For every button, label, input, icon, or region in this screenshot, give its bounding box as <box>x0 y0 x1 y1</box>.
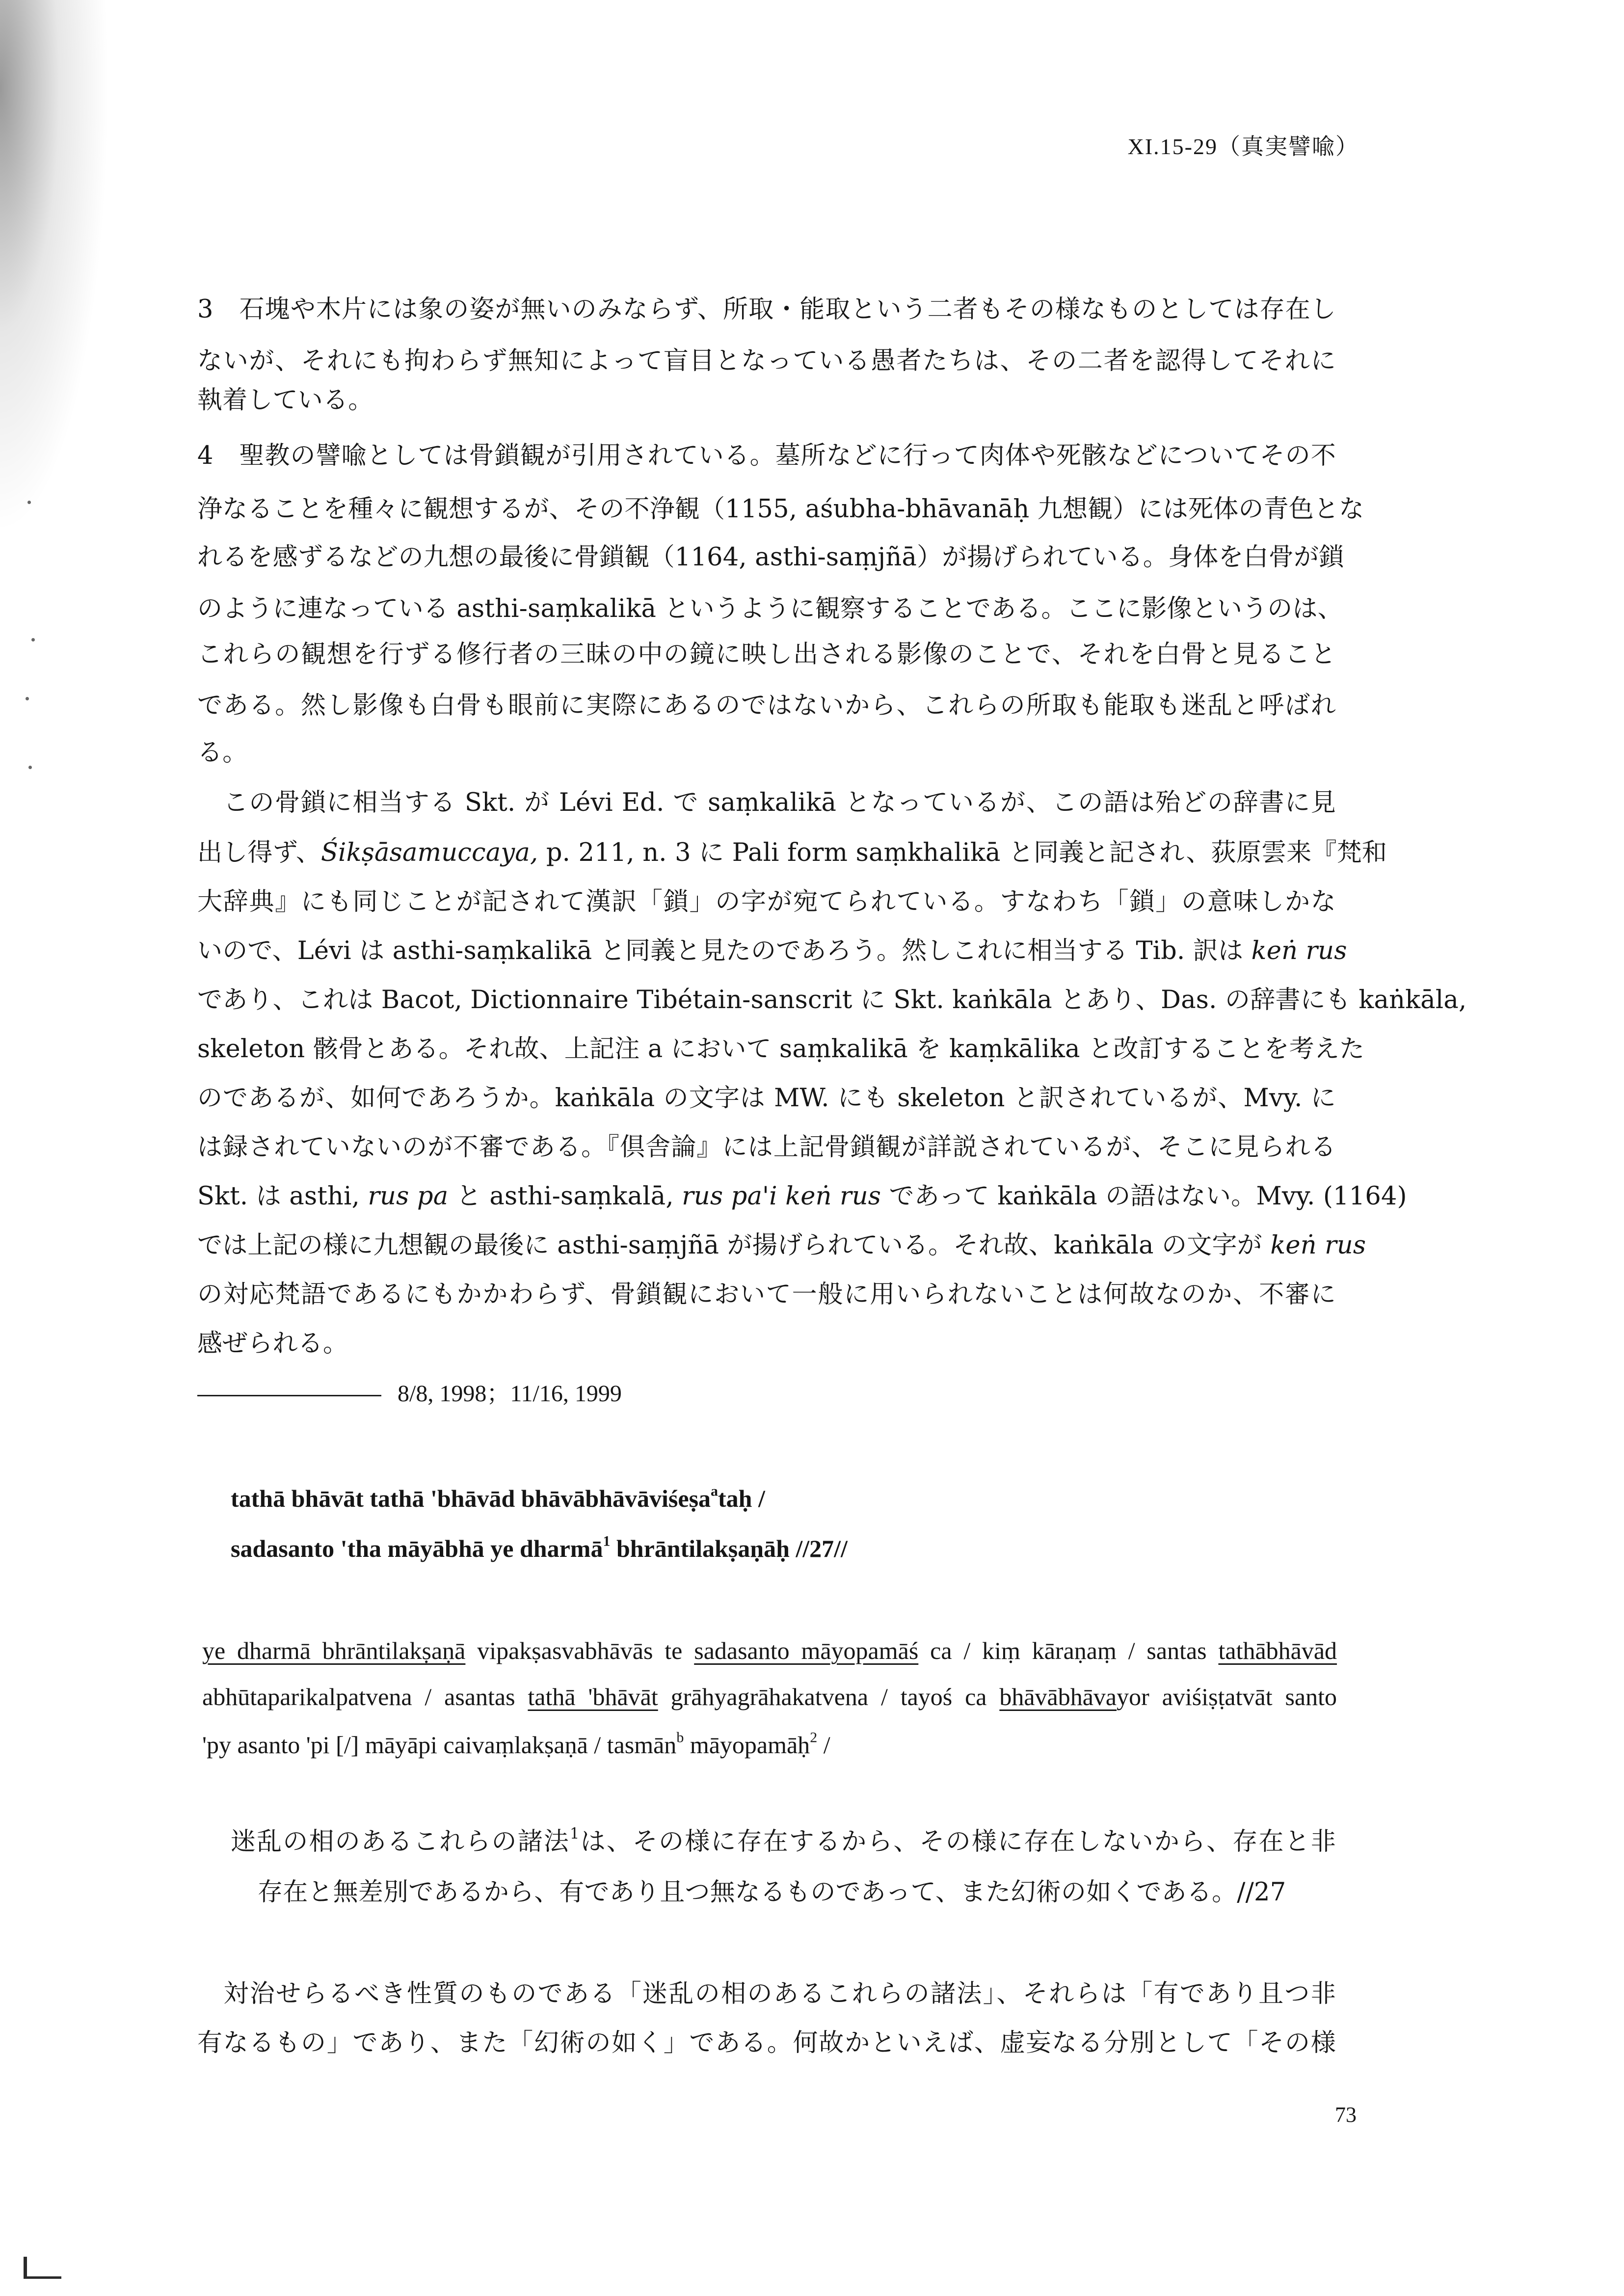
note-paragraph-line: 感ぜられる。 <box>197 1329 348 1358</box>
running-header: XI.15-29（真実譬喩） <box>1127 134 1359 159</box>
scan-speck <box>26 697 29 700</box>
scan-corner-mark <box>24 2257 61 2279</box>
underlined-term: tathā 'bhāvāt <box>528 1683 658 1710</box>
text-run: bhrāntilakṣaṇāḥ //27// <box>610 1535 848 1562</box>
note-paragraph-line: は録されていないのが不審である。『倶舎論』には上記骨鎖観が詳説されているが、そこに見られる <box>197 1133 1336 1162</box>
text-run: p. 211, n. 3 に Pali form saṃkhalikā と同義と記され、荻原雲来『梵和 <box>538 838 1387 867</box>
text-run: と asthi-saṃkalā, <box>448 1182 682 1211</box>
text-run: yor aviśiṣṭatvāt santo <box>1117 1683 1337 1710</box>
footnote-marker: 1 <box>603 1533 611 1549</box>
footnote-marker: b <box>676 1729 684 1746</box>
note-4-line: のように連なっている asthi-saṃkalikā というように観察することである。ここに影像というのは、 <box>197 594 1343 623</box>
italic-title: Śikṣāsamuccaya, <box>320 838 538 867</box>
note-paragraph-line: であり、これは Bacot, Dictionnaire Tibétain-sanscrit に Skt. kaṅkāla とあり、Das. の辞書にも kaṅkāla, <box>197 986 1467 1015</box>
text-run: 出し得ず、 <box>197 838 321 867</box>
note-paragraph-line: skeleton 骸骨とある。それ故、上記注 a において saṃkalikā を kaṃkālika と改訂することを考えた <box>197 1035 1365 1064</box>
scan-speck <box>28 766 32 769</box>
explanation-line: 有なるもの」であり、また「幻術の如く」である。何故かといえば、虚妄なる分別として「その様 <box>197 2029 1336 2057</box>
italic-tibetan: rus pa <box>368 1182 449 1211</box>
note-paragraph-line: 大辞典』にも同じことが記されて漢訳「鎖」の字が宛てられている。すなわち「鎖」の意味しかな <box>197 887 1336 916</box>
verse-line <box>231 1533 848 1562</box>
text-run: いので、Lévi は asthi-saṃkalikā と同義と見たのであろう。然しこれに相当する Tib. 訳は <box>197 936 1251 965</box>
note-3-line: ないが、それにも拘わらず無知によって盲目となっている愚者たちは、その二者を認得してそれに <box>197 347 1336 375</box>
note-4-line: 浄なることを種々に観想するが、その不浄観（1155, aśubha-bhāvanāḥ 九想観）には死体の青色とな <box>197 495 1364 524</box>
text-run: では上記の様に九想観の最後に asthi-saṃjñā が揚げられている。それ故、kaṅkāla の文字が <box>197 1231 1271 1260</box>
note-3-line: 執着している。 <box>197 386 373 415</box>
text-run: abhūtaparikalpatvena / asantas <box>202 1683 528 1710</box>
translation-line: 存在と無差別であるから、有であり且つ無なるものであって、また幻術の如くである。//27 <box>258 1878 1286 1907</box>
text-run: / <box>817 1731 830 1759</box>
note-paragraph-line: のであるが、如何であろうか。kaṅkāla の文字は MW. にも skeleton と訳されているが、Mvy. に <box>197 1084 1336 1113</box>
italic-tibetan: keṅ rus <box>1270 1231 1366 1260</box>
commentary-line <box>202 1729 830 1759</box>
text-run: tathā bhāvāt tathā 'bhāvād bhāvābhāvāviśeṣa <box>231 1485 711 1512</box>
note-paragraph-line <box>197 838 1387 867</box>
date-rule <box>197 1395 381 1396</box>
page-number: 73 <box>1335 2103 1357 2127</box>
note-paragraph-line: の対応梵語であるにもかかわらず、骨鎖観において一般に用いられないことは何故なのか、不審に <box>197 1280 1336 1309</box>
footnote-marker: a <box>711 1483 719 1499</box>
underlined-term: bhāvābhāva <box>999 1683 1117 1710</box>
text-run: であって kaṅkāla の語はない。Mvy. (1164) <box>881 1182 1407 1211</box>
note-3-line: 3 石塊や木片には象の姿が無いのみならず、所取・能取という二者もその様なものとしては存在し <box>197 295 1336 324</box>
explanation-line: 対治せらるべき性質のものである「迷乱の相のあるこれらの諸法」、それらは「有であり且つ非 <box>197 1979 1336 2008</box>
text-run: Skt. は asthi, <box>197 1182 368 1211</box>
italic-tibetan: keṅ rus <box>1251 936 1347 965</box>
text-run: sadasanto 'tha māyābhā ye dharmā <box>231 1535 603 1562</box>
translation-line <box>231 1825 1336 1856</box>
note-paragraph-line <box>197 936 1347 965</box>
note-paragraph-line <box>197 1182 1407 1211</box>
text-run: māyopamāḥ <box>684 1731 810 1759</box>
scan-speck <box>27 501 31 504</box>
text-run: grāhyagrāhakatvena / tayoś ca <box>658 1683 1000 1710</box>
note-paragraph-line: この骨鎖に相当する Skt. が Lévi Ed. で saṃkalikā となっているが、この語は殆どの辞書に見 <box>197 788 1336 817</box>
italic-tibetan: rus pa'i keṅ rus <box>682 1182 881 1211</box>
note-paragraph-line <box>197 1231 1366 1260</box>
note-4-line: これらの観想を行ずる修行者の三昧の中の鏡に映し出される影像のことで、それを白骨と見ること <box>197 640 1336 669</box>
note-4-line: である。然し影像も白骨も眼前に実際にあるのではないから、これらの所取も能取も迷乱と呼ばれ <box>197 691 1336 720</box>
note-4-line: れるを感ずるなどの九想の最後に骨鎖観（1164, asthi-saṃjñā）が揚げられている。身体を白骨が鎖 <box>197 543 1344 572</box>
note-4-line: る。 <box>197 738 248 767</box>
text-run: vipakṣasvabhāvās te <box>465 1637 694 1664</box>
note-4-line: 4 聖教の譬喩としては骨鎖観が引用されている。墓所などに行って肉体や死骸などについてその不 <box>197 441 1336 470</box>
text-run: は、その様に存在するから、その様に存在しないから、存在と非 <box>579 1827 1336 1856</box>
text-run: 迷乱の相のあるこれらの諸法 <box>231 1827 570 1856</box>
underlined-term: tathābhāvād <box>1218 1637 1337 1664</box>
scan-edge-shadow <box>0 0 162 638</box>
date-stamp: 8/8, 1998；11/16, 1999 <box>398 1381 622 1407</box>
footnote-marker: 2 <box>810 1729 818 1746</box>
text-run: 'py asanto 'pi [/] māyāpi caivaṃlakṣaṇā / tasmān <box>202 1731 677 1759</box>
verse-line <box>231 1483 765 1512</box>
footnote-marker: 1 <box>569 1825 580 1843</box>
text-run: ca / kiṃ kāraṇaṃ / santas <box>918 1637 1219 1664</box>
commentary-line <box>202 1684 1337 1709</box>
scan-speck <box>31 638 35 641</box>
underlined-term: ye dharmā bhrāntilakṣaṇā <box>202 1637 466 1664</box>
commentary-line <box>202 1638 1337 1663</box>
text-run: taḥ / <box>718 1485 765 1512</box>
underlined-term: sadasanto māyopamāś <box>694 1637 919 1664</box>
